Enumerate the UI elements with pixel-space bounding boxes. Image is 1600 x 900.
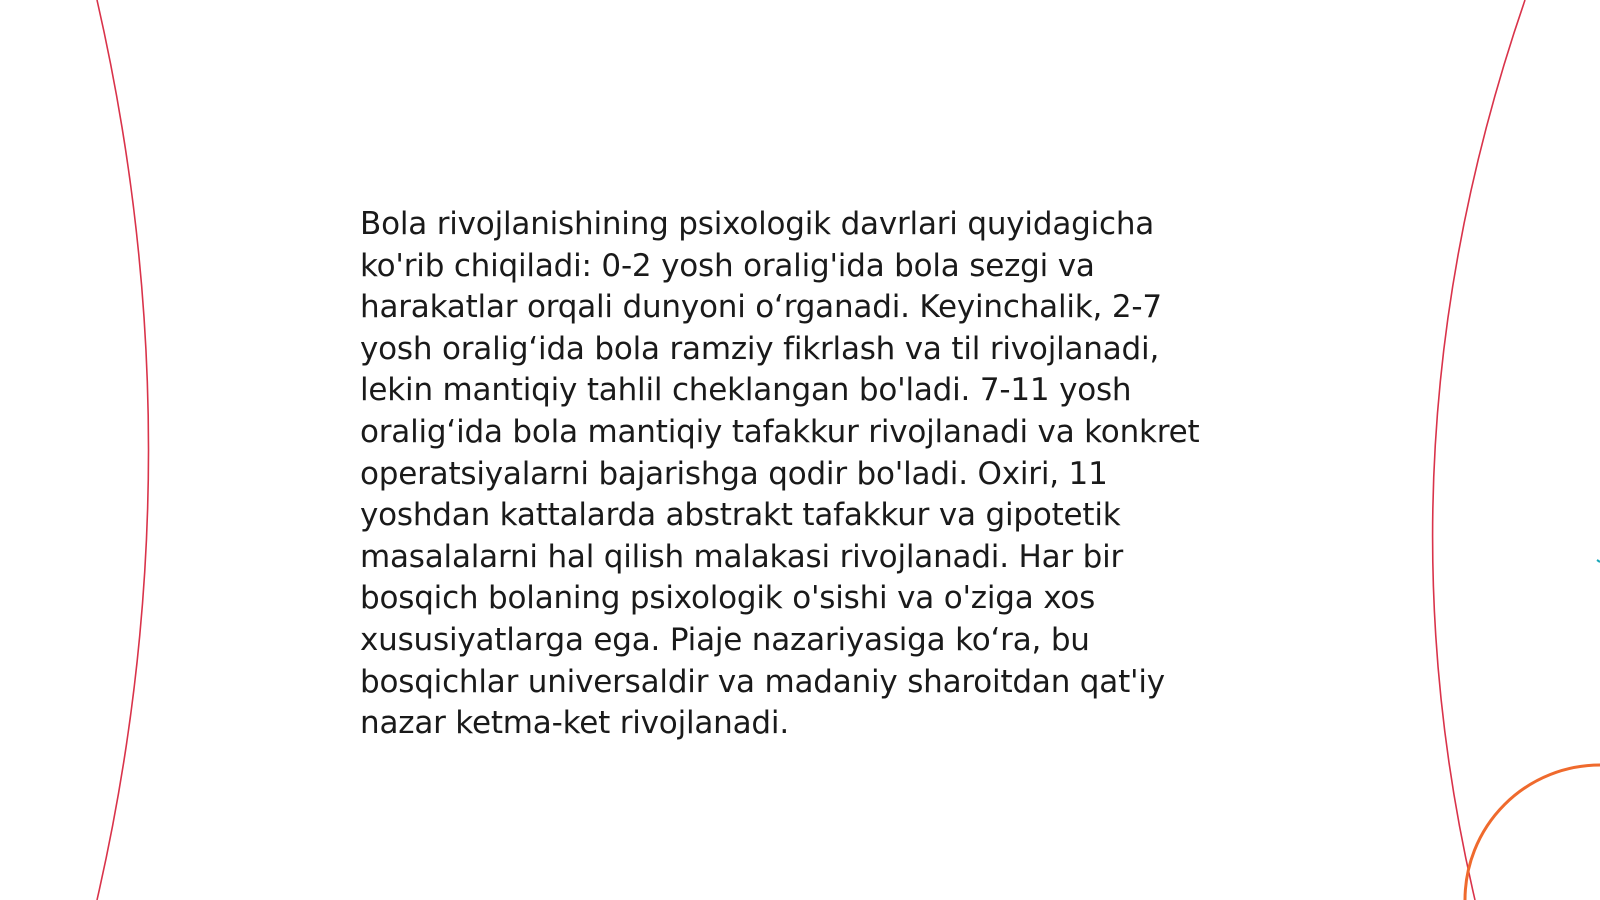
body-paragraph: Bola rivojlanishining psixologik davrlari quyidagicha ko'rib chiqiladi: 0-2 yosh oralig'ida bola sezgi va harakatlar orqali dunyoni o‘rganadi. Keyinchalik, 2-7 yosh oralig‘ida bola ramziy fikrlash va til rivojlanadi, lekin mantiqiy tahlil cheklangan bo'ladi. 7-11 yosh oralig‘ida bola mantiqiy tafakkur rivojlanadi va konkret operatsiyalarni bajarishga qodir bo'ladi. Oxiri, 11 yoshdan kattalarda abstrakt tafakkur va gipotetik masalalarni hal qilish malakasi rivojlanadi. Har bir bosqich bolaning psixologik o'sishi va o'ziga xos xususiyatlarga ega. Piaje nazariyasiga ko‘ra, bu bosqichlar universaldir va madaniy sharoitdan qat'iy nazar ketma-ket rivojlanadi. [360, 206, 1200, 742]
left-curve-line [97, 0, 149, 900]
right-curve-line [1433, 0, 1525, 900]
orange-arc [1465, 765, 1600, 900]
